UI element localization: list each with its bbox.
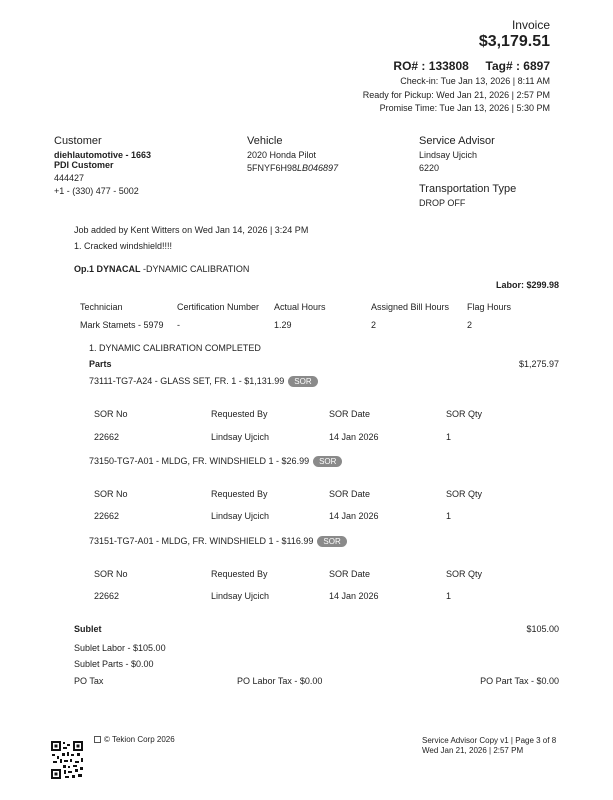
td-technician: Mark Stamets - 5979	[80, 320, 164, 330]
ro-label: RO# :	[393, 59, 426, 73]
sor-th-qty: SOR Qty	[446, 569, 483, 579]
th-flag-hours: Flag Hours	[467, 302, 512, 312]
checkin-time: Check-in: Tue Jan 13, 2026 | 8:11 AM	[400, 76, 550, 86]
advisor-number: 6220	[419, 163, 440, 173]
vehicle-model: 2020 Honda Pilot	[247, 150, 317, 160]
po-labor-tax: PO Labor Tax - $0.00	[237, 676, 323, 686]
sor-td-requested: Lindsay Ujcich	[211, 591, 270, 601]
td-flag-hours: 2	[467, 320, 473, 330]
footer-date: Wed Jan 21, 2026 | 2:57 PM	[422, 746, 524, 755]
sor-td-date: 14 Jan 2026	[329, 511, 379, 521]
sor-td-requested: Lindsay Ujcich	[211, 432, 270, 442]
vehicle-heading: Vehicle	[247, 135, 283, 147]
sublet-labor: Sublet Labor - $105.00	[74, 643, 166, 653]
parts-total: $1,275.97	[518, 359, 559, 369]
sor-th-no: SOR No	[94, 489, 128, 499]
th-assigned-hours: Assigned Bill Hours	[371, 302, 450, 312]
tekion-logo-icon	[94, 736, 101, 743]
td-actual-hours: 1.29	[274, 320, 292, 330]
customer-phone: +1 - (330) 477 - 5002	[54, 186, 139, 196]
transport-value: DROP OFF	[419, 198, 466, 208]
ready-time: Ready for Pickup: Wed Jan 21, 2026 | 2:57 PM	[362, 90, 550, 100]
sor-badge: SOR	[313, 456, 342, 467]
parts-heading: Parts	[89, 359, 112, 369]
sublet-parts: Sublet Parts - $0.00	[74, 659, 154, 669]
qr-code-icon	[50, 740, 84, 780]
copyright-text: © Tekion Corp 2026	[104, 735, 175, 744]
tag-value: 6897	[523, 59, 550, 73]
tag-label: Tag# :	[485, 59, 520, 73]
td-certification: -	[177, 320, 180, 330]
invoice-label: Invoice	[511, 18, 550, 32]
sor-badge: SOR	[288, 376, 317, 387]
sor-th-requested: Requested By	[211, 489, 268, 499]
advisor-heading: Service Advisor	[419, 135, 495, 147]
vehicle-vin	[247, 163, 338, 173]
footer-copy-info: Service Advisor Copy v1 | Page 3 of 8	[422, 736, 557, 745]
sor-th-no: SOR No	[94, 569, 128, 579]
labor-total: Labor: $299.98	[495, 280, 559, 290]
part-description: 73150-TG7-A01 - MLDG, FR. WINDSHIELD 1 - $26.99	[89, 456, 310, 466]
td-assigned-hours: 2	[371, 320, 377, 330]
sor-th-qty: SOR Qty	[446, 489, 483, 499]
part-line	[89, 456, 342, 467]
sor-th-requested: Requested By	[211, 569, 268, 579]
sublet-heading: Sublet	[74, 624, 102, 634]
sor-th-qty: SOR Qty	[446, 409, 483, 419]
sor-td-no: 22662	[94, 511, 120, 521]
transport-heading: Transportation Type	[419, 183, 517, 195]
sor-td-date: 14 Jan 2026	[329, 432, 379, 442]
op-code: Op.1 DYNACAL	[74, 264, 141, 274]
sor-td-date: 14 Jan 2026	[329, 591, 379, 601]
job-concern: 1. Cracked windshield!!!!	[74, 241, 173, 251]
sor-td-requested: Lindsay Ujcich	[211, 511, 270, 521]
footer-copyright	[94, 735, 175, 744]
ro-value: 133808	[428, 59, 469, 73]
po-part-tax: PO Part Tax - $0.00	[480, 676, 559, 686]
customer-heading: Customer	[54, 135, 102, 147]
correction-line: 1. DYNAMIC CALIBRATION COMPLETED	[89, 343, 261, 353]
invoice-amount: $3,179.51	[478, 33, 550, 50]
sor-td-qty: 1	[446, 511, 452, 521]
customer-number: 444427	[54, 173, 85, 183]
sor-td-qty: 1	[446, 591, 452, 601]
job-added-line: Job added by Kent Witters on Wed Jan 14, 2026 | 3:24 PM	[74, 225, 309, 235]
part-line	[89, 536, 347, 547]
op-line	[74, 264, 249, 274]
customer-type: PDI Customer	[54, 160, 114, 170]
part-description: 73151-TG7-A01 - MLDG, FR. WINDSHIELD 1 - $116.99	[89, 536, 314, 546]
sor-th-date: SOR Date	[329, 569, 371, 579]
vin-suffix: LB046897	[297, 163, 339, 173]
sor-td-qty: 1	[446, 432, 452, 442]
th-technician: Technician	[80, 302, 123, 312]
vin-prefix: 5FNYF6H98	[247, 163, 298, 173]
promise-time: Promise Time: Tue Jan 13, 2026 | 5:30 PM	[379, 103, 550, 113]
op-desc: -DYNAMIC CALIBRATION	[140, 264, 250, 274]
sor-th-date: SOR Date	[329, 409, 371, 419]
customer-name: diehlautomotive - 1663	[54, 150, 152, 160]
ro-tag-line	[393, 59, 550, 73]
sor-th-no: SOR No	[94, 409, 128, 419]
sor-badge: SOR	[317, 536, 346, 547]
sor-th-date: SOR Date	[329, 489, 371, 499]
po-tax-label: PO Tax	[74, 676, 104, 686]
sor-td-no: 22662	[94, 432, 120, 442]
th-certification: Certification Number	[177, 302, 260, 312]
part-description: 73111-TG7-A24 - GLASS SET, FR. 1 - $1,131.99	[89, 376, 285, 386]
sor-td-no: 22662	[94, 591, 120, 601]
th-actual-hours: Actual Hours	[274, 302, 326, 312]
sor-th-requested: Requested By	[211, 409, 268, 419]
advisor-name: Lindsay Ujcich	[419, 150, 478, 160]
sublet-total: $105.00	[526, 624, 559, 634]
part-line	[89, 376, 318, 387]
